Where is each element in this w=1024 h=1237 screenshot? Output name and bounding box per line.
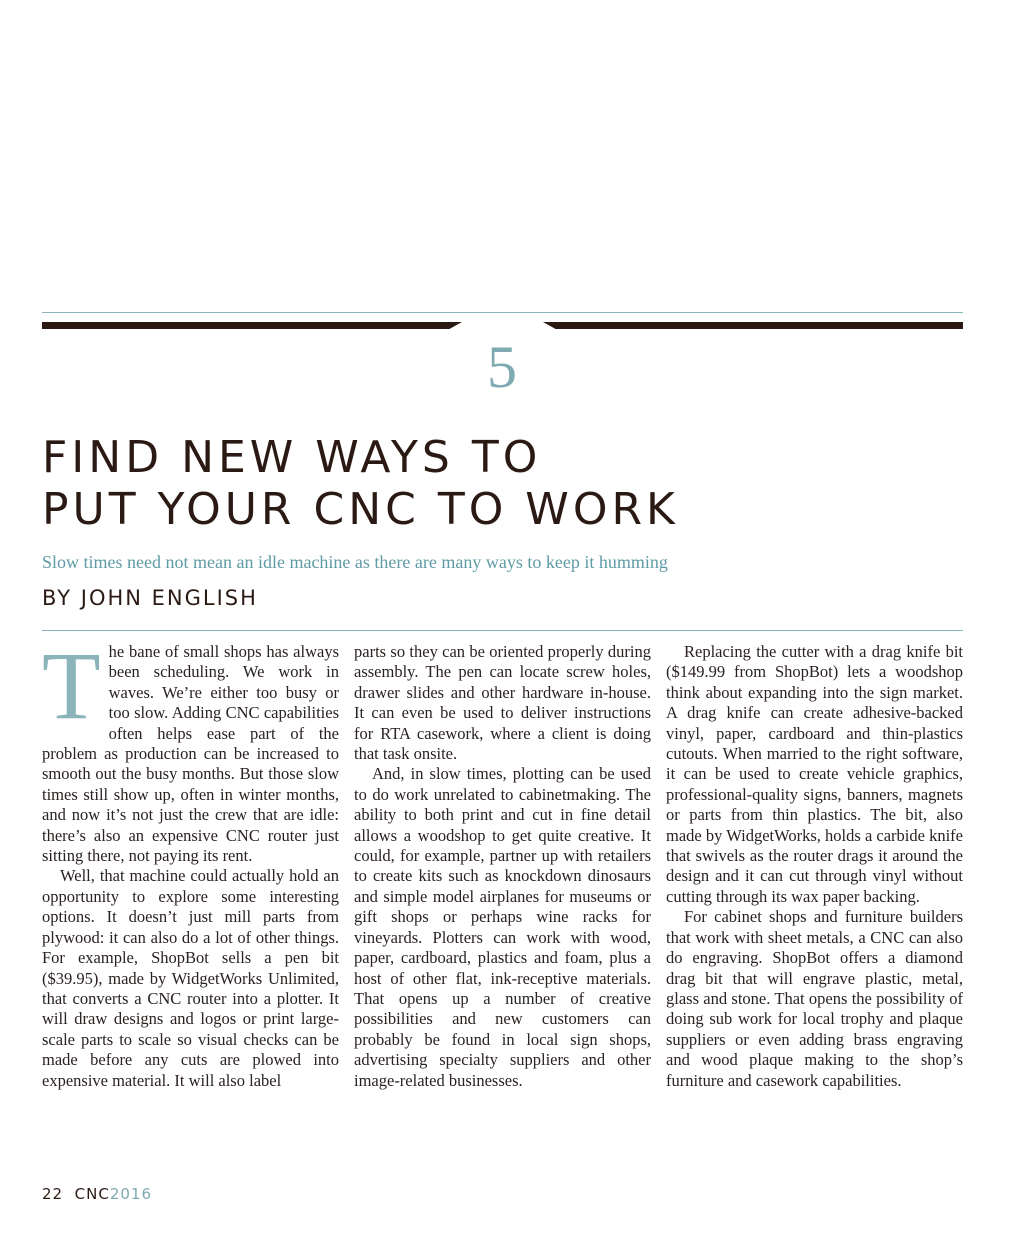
- top-divider-bar-right: [543, 322, 963, 329]
- paragraph: [42, 632, 339, 866]
- drop-cap: T: [42, 632, 101, 739]
- headline-line-2: PUT YOUR CNC TO WORK: [42, 484, 679, 535]
- paragraph: And, in slow times, plotting can be used to do work unrelated to cabinetmaking. The ability to both print and cut in fine detail allows a woodshop to get quite creative. It could, for example, partner up with retailers to create kits such as knockdown dinosaurs and simple model airplanes for museums or gift shops or perhaps wine racks for vineyards. Plotters can work with wood, paper, cardboard, plastics and foam, plus a host of other flat, ink-receptive materials. That opens up a number of creative possibilities and new customers can probably be found in local sign shops, advertising specialty suppliers and other image-related businesses.: [354, 764, 651, 1090]
- body-column-2: [354, 642, 651, 1091]
- page-footer: [42, 1185, 152, 1203]
- article-headline: [42, 432, 942, 536]
- byline-divider: [42, 630, 963, 631]
- body-column-3: [666, 642, 963, 1091]
- paragraph-text: he bane of small shops has always been scheduling. We work in waves. We’re either too busy or too slow. Adding CNC capabilities often helps ease part of the problem as production can be increased to smooth out the busy months. But those slow times still show up, often in winter months, and now it’s not just the crew that are idle: there’s also an expensive CNC router just sitting there, not paying its rent.: [42, 642, 339, 866]
- body-column-1: [42, 632, 339, 1091]
- headline-line-1: FIND NEW WAYS TO: [42, 432, 542, 483]
- paragraph: Well, that machine could actually hold an opportunity to explore some interesting options. It doesn’t just mill parts from plywood: it can also do a lot of other things. For example, ShopBot sells a pen bit ($39.95), made by WidgetWorks Unlimited, that converts a CNC router into a plotter. It will draw designs and logos or print large-scale parts to scale so visual checks can be made before any cuts are plowed into expensive material. It will also label: [42, 866, 339, 1090]
- top-divider-bar-left: [42, 322, 462, 329]
- article-byline: BY JOHN ENGLISH: [42, 586, 258, 610]
- article-body: [42, 632, 963, 1091]
- page-number: 22: [42, 1185, 64, 1203]
- paragraph: parts so they can be oriented properly during assembly. The pen can locate screw holes, drawer slides and other hardware in-house. It can even be used to deliver instructions for RTA casework, where a client is doing that task onsite.: [354, 642, 651, 764]
- article-deck: Slow times need not mean an idle machine as there are many ways to keep it humming: [42, 552, 668, 572]
- top-divider-thin: [42, 312, 963, 313]
- magazine-year: 2016: [109, 1185, 152, 1203]
- magazine-name: CNC: [74, 1185, 110, 1203]
- paragraph: Replacing the cutter with a drag knife bit ($149.99 from ShopBot) lets a woodshop think about expanding into the sign market. A drag knife can create adhesive-backed vinyl, paper, cardboard and thin-plastics cutouts. When married to the right software, it can be used to create vehicle graphics, professional-quality signs, banners, magnets or parts from thin plastics. The bit, also made by WidgetWorks, holds a carbide knife that swivels as the router drags it around the design and it can cut through vinyl without cutting through its wax paper backing.: [666, 642, 963, 906]
- paragraph: For cabinet shops and furniture builders that work with sheet metals, a CNC can also do engraving. ShopBot offers a diamond drag bit that will engrave plastic, metal, glass and stone. That opens the possibility of doing sub work for local trophy and plaque suppliers or even adding brass engraving and wood plaque making to the shop’s furniture and casework capabilities.: [666, 907, 963, 1090]
- chapter-number: 5: [487, 334, 517, 400]
